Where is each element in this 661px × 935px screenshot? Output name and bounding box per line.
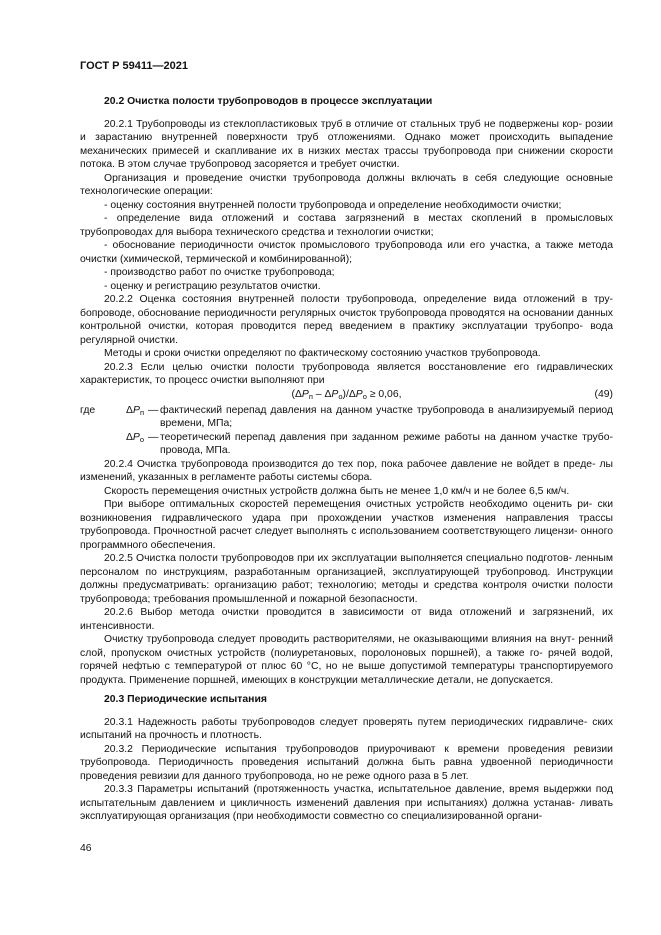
legend-text: фактический перепад давления на данном участке трубопровода в анализируемый период времени, МПа;	[160, 404, 613, 429]
list-item: - определение вида отложений и состава загрязнений в местах скоплений в промысловых трубопроводах для выбора технического средства и технологии очистки;	[80, 213, 613, 238]
list-item: - обоснование периодичности очисток промыслового трубопровода или его участка, а также метода очистки (химической, термической и комбинированной);	[80, 240, 613, 265]
section-heading-20-2: 20.2 Очистка полости трубопроводов в процессе эксплуатации	[104, 96, 433, 107]
legend-symbol: $\Delta P_п$	[126, 404, 144, 417]
paragraph-20-2-5: 20.2.5 Очистка полости трубопроводов при их эксплуатации выполняется специально подготов- ленным персоналом по инструкциям, разработанным организацией, эксплуатирующей трубопровод. Инструкции должны предусматривать: организацию работ; технологию; методы и средства контроля очистки полости трубопровода; требования промышленной и пожарной безопасности.	[80, 553, 613, 605]
document-body	[80, 95, 613, 824]
paragraph-20-2-3: 20.2.3 Если целью очистки полости трубопровода является восстановление его гидравлических характеристик, то процесс очистки выполняют при	[80, 361, 613, 386]
section-heading-20-3: 20.3 Периодические испытания	[104, 694, 267, 705]
list-item: - оценку и регистрацию результатов очистки.	[104, 280, 321, 292]
paragraph-methods: Методы и сроки очистки определяют по фактическому состоянию участков трубопровода.	[104, 348, 541, 359]
paragraph-operations-intro: Организация и проведение очистки трубопровода должны включать в себя следующие основные технологические операции:	[80, 172, 613, 197]
paragraph-optimal-speed: При выборе оптимальных скоростей перемещения очистных устройств необходимо оценить ри- ски возникновения гидравлического удара при прохождении участков изменения направления трассы трубопровода. Прочностной расчет следует выполнять с использованием соответствующего лицензи- онного программного обеспечения.	[80, 499, 613, 551]
paragraph-20-3-2: 20.3.2 Периодические испытания трубопроводов приурочивают к времени проведения ревизии трубопровода. Периодичность проведения испытаний должна быть равна удвоенной периодичности проведения ревизии для данного трубопровода, но не реже одного раза в 5 лет.	[80, 743, 613, 782]
list-item: - оценку состояния внутренней полости трубопровода и определение необходимости очистки;	[104, 199, 562, 211]
paragraph-20-2-1: 20.2.1 Трубопроводы из стеклопластиковых труб в отличие от стальных труб не подвержены кор- розии и зарастанию внутренней поверхности труб отложениями. Однако может происходить выпадение механических примесей и скапливание их в низких местах трассы трубопровода при снижении скорости потока. В этом случае трубопровод засоряется и требует очистки.	[80, 118, 613, 170]
formula-49	[80, 388, 613, 404]
page-number: 46	[80, 843, 92, 854]
list-item: - производство работ по очистке трубопровода;	[104, 267, 335, 278]
legend-symbol: $\Delta P_о$	[125, 431, 144, 444]
paragraph-20-3-1: 20.3.1 Надежность работы трубопроводов следует проверять путем периодических гидравличе- ских испытаний на прочность и плотность.	[80, 716, 613, 741]
paragraph-20-2-2: 20.2.2 Оценка состояния внутренней полости трубопровода, определение вида отложений в тру- бопроводе, обоснование периодичности регулярных очисток трубопровода проводятся на основании данных контрольной очистки, которая проводится перед введением в практику эксплуатации трубопро- вода регулярной очистки.	[80, 294, 613, 346]
formula-expression: $(\Delta P_п - \Delta P_о)/\Delta P_о \ge 0,06$,	[291, 388, 402, 401]
formula-legend-item: $\Delta P_о$ — теоретический перепад давления при заданном режиме работы на данном участке трубо- провода, МПа.	[80, 431, 613, 458]
standard-header: ГОСТ Р 59411—2021	[80, 60, 188, 72]
formula-legend-item: где $\Delta P_п$ — фактический перепад давления на данном участке трубопровода в анализируемый период времени, МПа;	[80, 404, 613, 429]
legend-text: теоретический перепад давления при заданном режиме работы на данном участке трубо- провода, МПа.	[160, 431, 613, 456]
formula-number: (49)	[594, 388, 613, 400]
paragraph-20-2-4: 20.2.4 Очистка трубопровода производится до тех пор, пока рабочее давление не войдет в преде- лы изменений, указанных в регламенте работы системы сбора.	[80, 458, 613, 483]
paragraph-20-2-6: 20.2.6 Выбор метода очистки проводится в зависимости от вида отложений и загрязнений, их интенсивности.	[80, 607, 613, 632]
paragraph-cleaning-methods: Очистку трубопровода следует проводить растворителями, не оказывающими влияния на внут- ренний слой, пропуском очистных устройств (полиуретановых, поролоновых поршней), а также го- рячей водой, горячей нефтью с температурой от плюс 60 °С, но не выше допустимой температуры транспортируемого продукта. Применение поршней, имеющих в конструкции металлические детали, не допускается.	[80, 634, 613, 686]
paragraph-20-3-3: 20.3.3 Параметры испытаний (протяженность участка, испытательное давление, время выдержки под испытательным давлением и цикличность изменений давления при испытаниях) должна устанав- ливать эксплуатирующая организация (при необходимости совместно со специализированной органи-	[80, 784, 613, 822]
paragraph-speed: Скорость перемещения очистных устройств должна быть не менее 1,0 км/ч и не более 6,5 км/ч.	[104, 485, 570, 497]
